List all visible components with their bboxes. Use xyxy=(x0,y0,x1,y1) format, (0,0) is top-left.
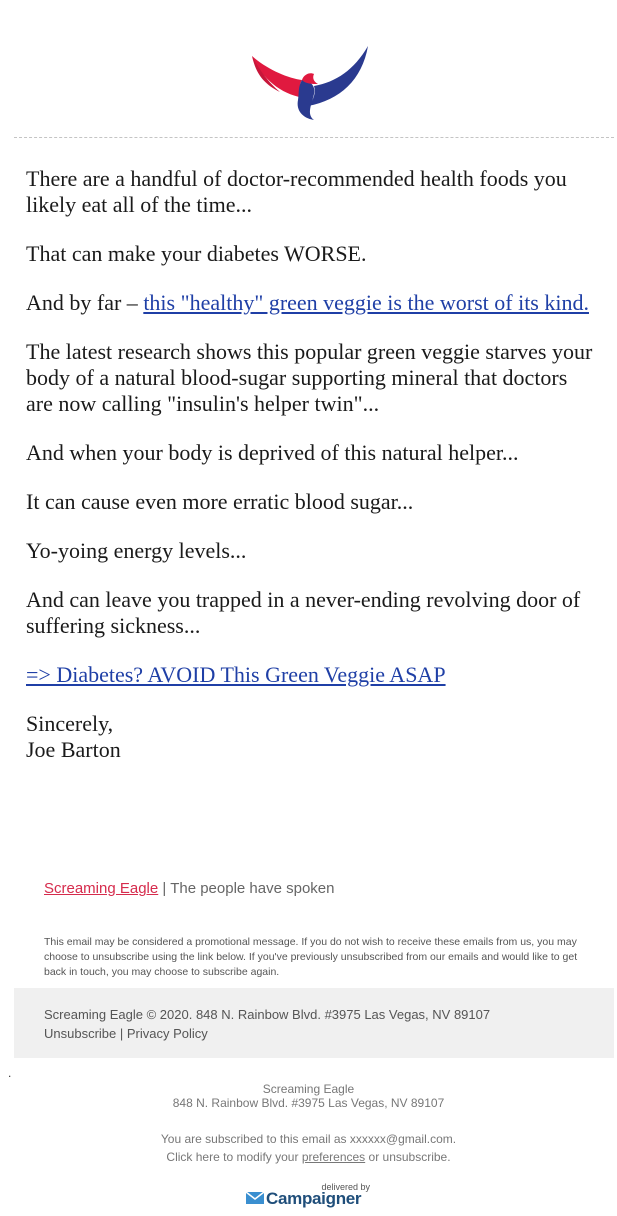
body-paragraph xyxy=(26,662,598,688)
envelope-icon xyxy=(246,1192,264,1204)
paragraph-prefix: And by far – xyxy=(26,290,144,315)
campaigner-logo-text: Campaigner xyxy=(266,1189,362,1208)
subscribed-notice: You are subscribed to this email as xxxxxx@gmail.com. xyxy=(160,1132,457,1146)
body-paragraph: Yo-yoing energy levels... xyxy=(26,538,247,563)
disclaimer-text: This email may be considered a promotional message. If you do not wish to receive these emails from us, you may choose to unsubscribe using the link below. If you've previously unsubscribed from our emails and would like to get back in touch, you may choose to subscribe again. xyxy=(44,936,578,978)
spacer-dot: . xyxy=(8,1066,12,1080)
modify-prefix: Click here to modify your xyxy=(166,1150,302,1164)
brand-line xyxy=(44,880,589,897)
body-paragraph: And when your body is deprived of this natural helper... xyxy=(26,440,519,465)
unsubscribe-link[interactable]: Unsubscribe xyxy=(44,1026,117,1041)
preferences-link[interactable]: preferences xyxy=(301,1150,366,1164)
delivered-by-label: delivered by xyxy=(321,1182,370,1192)
body-paragraph: It can cause even more erratic blood sugar... xyxy=(26,489,414,514)
address-box xyxy=(14,988,614,1058)
privacy-policy-link[interactable]: Privacy Policy xyxy=(126,1026,208,1041)
link-separator: | xyxy=(116,1026,127,1041)
signoff: Sincerely, xyxy=(26,711,114,736)
body-paragraph xyxy=(26,290,598,316)
header-divider xyxy=(14,137,614,138)
green-veggie-link[interactable]: this "healthy" green veggie is the worst of its kind. xyxy=(143,290,589,315)
modify-suffix: or unsubscribe. xyxy=(365,1150,451,1164)
company-name: Screaming Eagle xyxy=(262,1082,355,1096)
tagline: | The people have spoken xyxy=(158,880,335,897)
email-body xyxy=(26,166,598,763)
campaigner-footer xyxy=(0,1082,617,1166)
campaigner-badge[interactable] xyxy=(246,1182,372,1210)
brand-link[interactable]: Screaming Eagle xyxy=(44,880,159,897)
company-address: 848 N. Rainbow Blvd. #3975 Las Vegas, NV 89107 xyxy=(172,1096,445,1110)
body-paragraph: And can leave you trapped in a never-ending revolving door of suffering sickness... xyxy=(26,587,581,638)
footer-address: Screaming Eagle © 2020. 848 N. Rainbow Blvd. #3975 Las Vegas, NV 89107 xyxy=(44,1007,491,1022)
body-paragraph: The latest research shows this popular green veggie starves your body of a natural blood-sugar supporting mineral that doctors are now calling "insulin's helper twin"... xyxy=(26,339,593,416)
body-paragraph: That can make your diabetes WORSE. xyxy=(26,241,367,266)
modify-notice xyxy=(0,1148,617,1166)
eagle-logo xyxy=(0,40,617,124)
signature: Joe Barton xyxy=(26,737,121,762)
footer-links xyxy=(44,1024,490,1043)
body-paragraph: There are a handful of doctor-recommended health foods you likely eat all of the time... xyxy=(26,166,567,217)
cta-link[interactable]: => Diabetes? AVOID This Green Veggie ASAP xyxy=(26,662,446,687)
eagle-icon xyxy=(244,40,374,124)
